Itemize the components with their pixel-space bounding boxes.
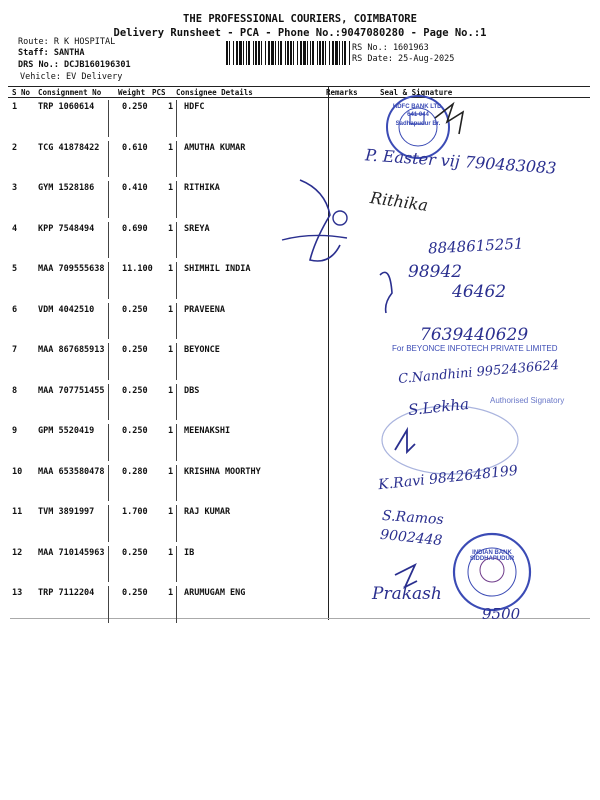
hw-row11: K.Ravi 9842648199: [377, 462, 519, 494]
row-sno: 10: [12, 466, 23, 477]
row-consignment: MAA 653580478: [38, 466, 105, 477]
row-weight: 0.250: [122, 426, 148, 436]
row-pcs: 1: [168, 385, 174, 396]
row-pcs: 1: [168, 547, 174, 558]
row-weight: 0.250: [122, 588, 148, 598]
route-label: Route: R K HOSPITAL: [18, 37, 116, 47]
row4-line: [282, 235, 347, 240]
row-consignment: KPP 7548494: [38, 223, 95, 234]
row-consignee: SHIMHIL INDIA: [184, 264, 251, 274]
hw-row2: P. Easter vij 790483083: [364, 145, 558, 178]
row-sno: 7: [12, 345, 18, 355]
row-consignee: RITHIKA: [184, 183, 220, 193]
hw-row7-phone: 7639440629: [420, 325, 529, 345]
row-sno: 5: [12, 264, 18, 274]
row-consignee: IB: [184, 547, 195, 558]
row5-scribble: [380, 272, 392, 313]
company-title: THE PROFESSIONAL COURIERS, COIMBATORE: [183, 13, 417, 25]
row-consignee: AMUTHA KUMAR: [184, 142, 246, 153]
col-weight: Weight: [118, 88, 146, 97]
hw-row12-phone: 9002448: [379, 526, 444, 550]
rs-date: RS Date: 25-Aug-2025: [352, 54, 455, 64]
row-consignee: HDFC: [184, 102, 205, 112]
col-seal: Seal & Signature: [380, 88, 453, 97]
beyonce-stamp-company: For BEYONCE INFOTECH PRIVATE LIMITED: [392, 344, 558, 353]
drs-number: DRS No.: DCJB160196301: [18, 60, 131, 70]
row-consignment: TVM 3891997: [38, 507, 95, 517]
row9-mark: [395, 430, 415, 452]
row-pcs: 1: [168, 345, 174, 355]
row-sno: 6: [12, 304, 18, 315]
row-consignee: PRAVEENA: [184, 304, 225, 315]
hw-row12: S.Ramos: [381, 507, 445, 529]
row4-circle: [333, 211, 347, 225]
row-weight: 0.250: [122, 102, 148, 112]
staff-label: Staff: SANTHA: [18, 48, 85, 58]
row-sno: 12: [12, 547, 23, 558]
row-consignment: GYM 1528186: [38, 183, 95, 193]
row-consignment: MAA 710145963: [38, 547, 105, 558]
row-weight: 0.250: [122, 304, 148, 315]
rs-number: RS No.: 1601963: [352, 43, 429, 53]
runsheet-subtitle: Delivery Runsheet - PCA - Phone No.:9047080280 - Page No.:1: [113, 27, 487, 39]
hw-row9: S.Lekha: [407, 394, 470, 420]
row-consignee: RAJ KUMAR: [184, 507, 231, 517]
row-weight: 1.700: [122, 507, 148, 517]
row-weight: 11.100: [122, 264, 153, 274]
hw-row13: Prakash: [372, 584, 442, 604]
row-consignment: VDM 4042510: [38, 304, 95, 315]
row-consignment: MAA 867685913: [38, 345, 105, 355]
bank-stamp-text: INDIAN BANK SIDDHAPUDUR: [469, 550, 515, 562]
row-consignment: GPM 5520419: [38, 426, 95, 436]
vehicle-label: Vehicle: EV Delivery: [20, 72, 123, 82]
row-consignment: TRP 1060614: [38, 102, 95, 112]
hw-row8: C.Nandhini 9952436624: [397, 357, 560, 388]
hw-row13-amount: 9500: [482, 605, 521, 623]
row-pcs: 1: [168, 264, 174, 274]
row-pcs: 1: [168, 102, 174, 112]
hw-row5-a: 98942: [408, 262, 463, 282]
col-pcs: PCS: [152, 88, 166, 97]
col-consignee: Consignee Details: [176, 88, 253, 97]
row-consignee: SREYA: [184, 223, 210, 234]
row-pcs: 1: [168, 183, 174, 193]
row-consignee: BEYONCE: [184, 345, 220, 355]
hw-row4-phone: 8848615251: [427, 234, 524, 258]
row-weight: 0.610: [122, 142, 148, 153]
row-consignment: MAA 707751455: [38, 385, 105, 396]
row-consignee: DBS: [184, 385, 200, 396]
row-sno: 1: [12, 102, 18, 112]
row-sno: 4: [12, 223, 18, 234]
beyonce-stamp-signatory: Authorised Signatory: [490, 396, 565, 405]
bank-round-stamp: [454, 534, 530, 610]
row-pcs: 1: [168, 507, 174, 517]
row-pcs: 1: [168, 142, 174, 153]
row-pcs: 1: [168, 223, 174, 234]
col-consignment: Consignment No: [38, 88, 102, 97]
row-weight: 0.410: [122, 183, 148, 193]
row-sno: 8: [12, 385, 18, 396]
hw-row5-b: 46462: [452, 282, 507, 302]
row-weight: 0.250: [122, 345, 148, 355]
row-consignee: ARUMUGAM ENG: [184, 588, 246, 598]
hw-row3: Rithika: [368, 188, 430, 215]
row-weight: 0.690: [122, 223, 148, 234]
row-consignee: KRISHNA MOORTHY: [184, 466, 261, 477]
col-sno: S No: [12, 88, 31, 97]
row-sno: 13: [12, 588, 23, 598]
row-consignment: TRP 7112204: [38, 588, 95, 598]
hdfc-stamp-text: HDFC BANK LTD. 641 044 Sadhapudur Br.: [392, 104, 444, 127]
col-remarks: Remarks: [326, 88, 358, 97]
row-sno: 3: [12, 183, 18, 193]
row-sno: 11: [12, 507, 23, 517]
row-pcs: 1: [168, 588, 174, 598]
row-weight: 0.280: [122, 466, 148, 477]
row-pcs: 1: [168, 426, 174, 436]
row-pcs: 1: [168, 304, 174, 315]
row-sno: 2: [12, 142, 18, 153]
row-weight: 0.250: [122, 385, 148, 396]
row-weight: 0.250: [122, 547, 148, 558]
row-pcs: 1: [168, 466, 174, 477]
row-consignment: MAA 709555638: [38, 264, 105, 274]
row-consignment: TCG 41878422: [38, 142, 100, 153]
row-consignee: MEENAKSHI: [184, 426, 231, 436]
row-sno: 9: [12, 426, 18, 436]
